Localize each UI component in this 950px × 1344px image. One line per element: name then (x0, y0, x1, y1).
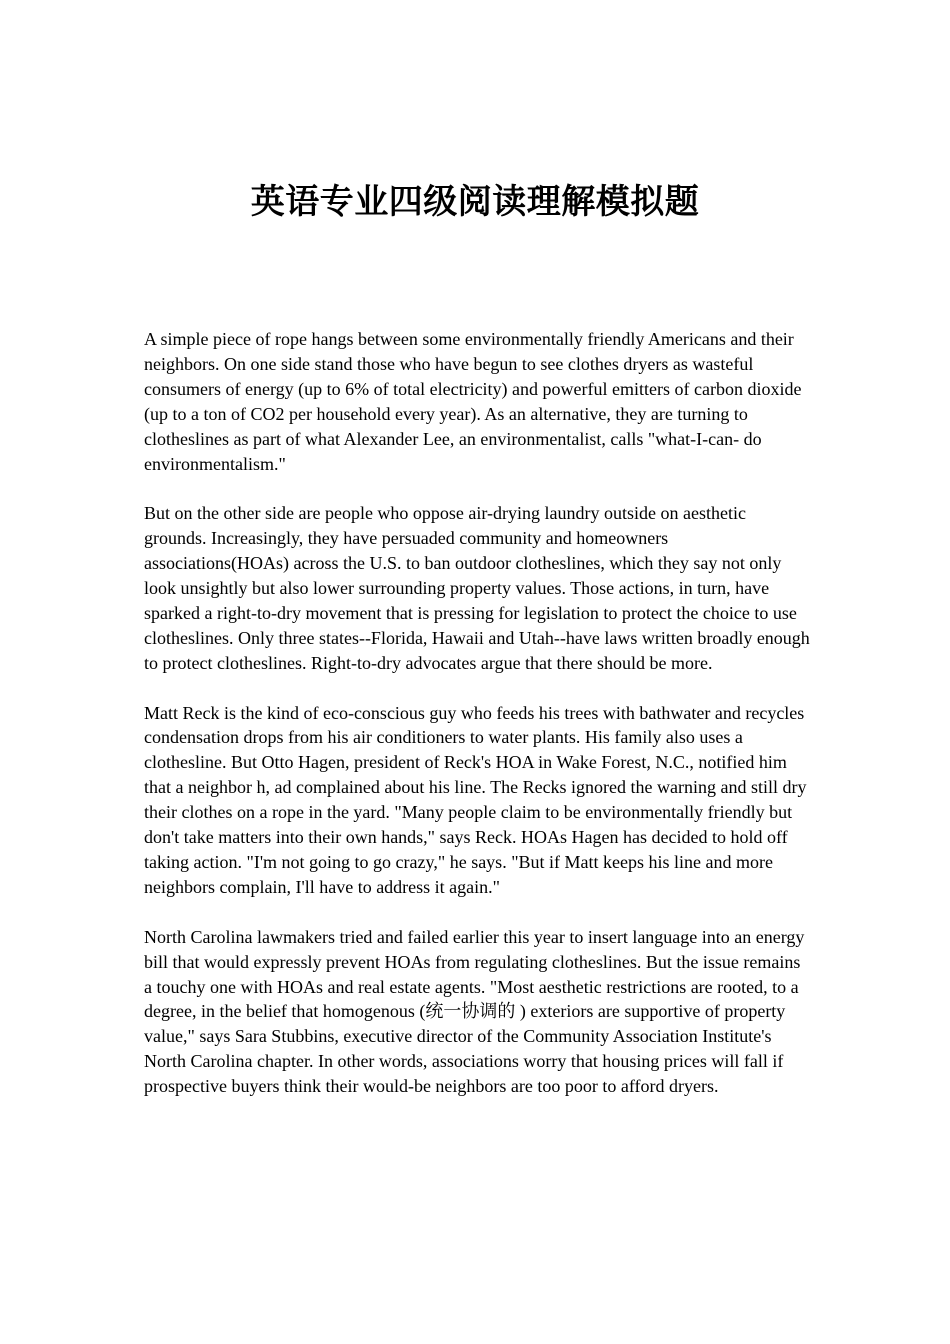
paragraph-3: Matt Reck is the kind of eco-conscious guy who feeds his trees with bathwater and recycles condensation drops from his air conditioners to water plants. His family also uses a clothesline. But Otto Hagen, president of Reck's HOA in Wake Forest, N.C., notified him that a neighbor h, ad complained about his line. The Recks ignored the warning and still dry their clothes on a rope in the yard. "Many people claim to be environmentally friendly but don't take matters into their own hands," says Reck. HOAs Hagen has decided to hold off taking action. "I'm not going to go crazy," he says. "But if Matt keeps his line and more neighbors complain, I'll have to address it again." (144, 702, 807, 897)
paragraph-4: North Carolina lawmakers tried and failed earlier this year to insert language into an energy bill that would expressly prevent HOAs from regulating clotheslines. But the issue remains a touchy one with HOAs and real estate agents. "Most aesthetic restrictions are rooted, to a degree, in the belief that homogenous (统一协调的 ) exteriors are supportive of property value," says Sara Stubbins, executive director of the Community Association Institute's North Carolina chapter. In other words, associations worry that housing prices will fall if prospective buyers think their would-be neighbors are too poor to afford dryers. (144, 926, 805, 1097)
document-body (144, 327, 812, 1124)
paragraph-1: A simple piece of rope hangs between some environmentally friendly Americans and their neighbors. On one side stand those who have begun to see clothes dryers as wasteful consumers of energy (up to 6% of total electricity) and powerful emitters of carbon dioxide (up to a ton of CO2 per household every year). As an alternative, they are turning to clotheslines as part of what Alexander Lee, an environmentalist, calls "what-I-can- do environmentalism." (144, 329, 802, 474)
document-title: 英语专业四级阅读理解模拟题 (250, 182, 700, 222)
paragraph-2: But on the other side are people who oppose air-drying laundry outside on aesthetic grounds. Increasingly, they have persuaded community and homeowners associations(HOAs) across the U.S. to ban outdoor clotheslines, which they say not only look unsightly but also lower surrounding property values. Those actions, in turn, have sparked a right-to-dry movement that is pressing for legislation to protect the choice to use clotheslines. Only three states--Florida, Hawaii and Utah--have laws written broadly enough to protect clotheslines. Right-to-dry advocates argue that there should be more. (144, 503, 810, 673)
